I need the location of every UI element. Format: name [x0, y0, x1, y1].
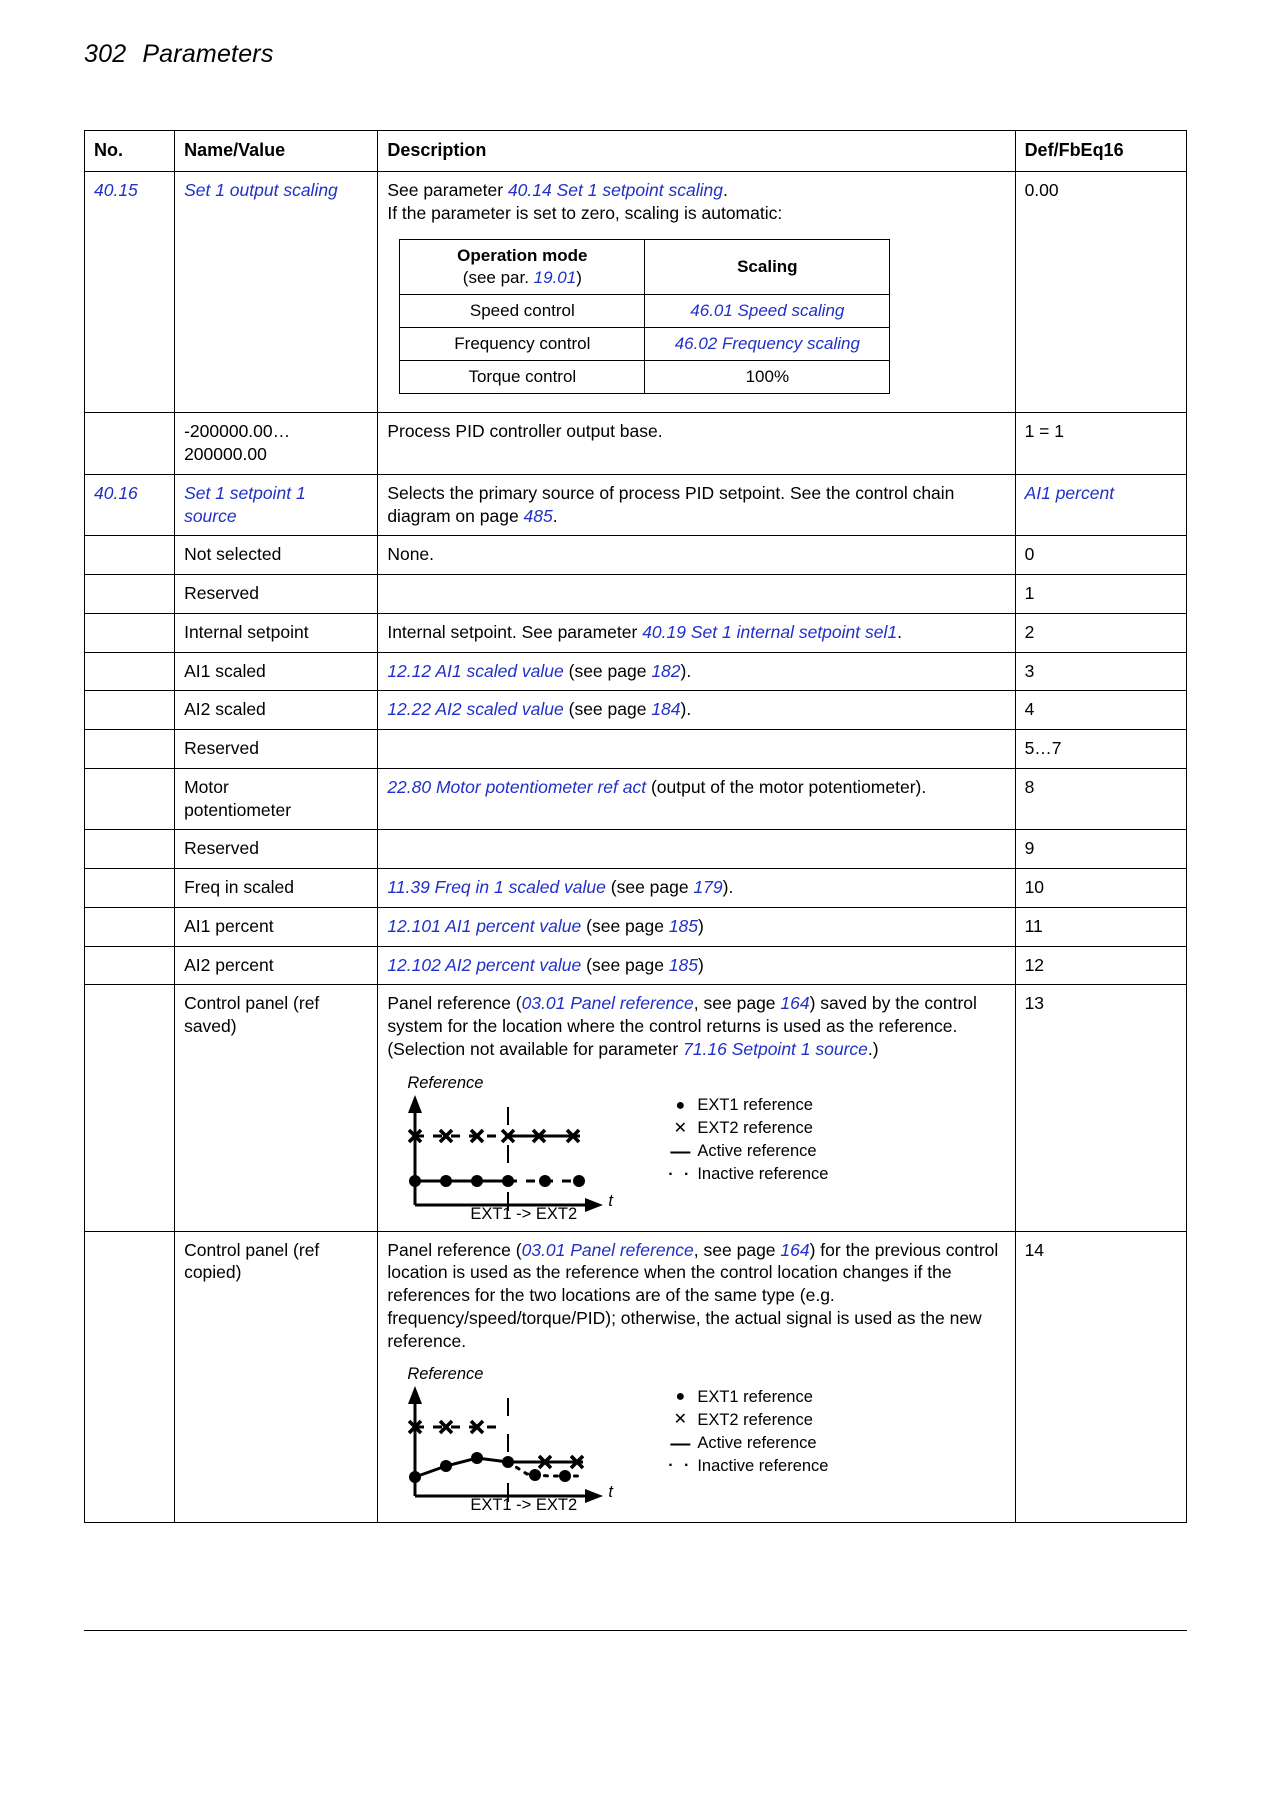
- desc-text: See parameter: [387, 180, 508, 201]
- table-row: [85, 575, 1187, 614]
- legend-label: Inactive reference: [697, 1457, 829, 1476]
- table-row: [85, 536, 1187, 575]
- table-row: [85, 907, 1187, 946]
- param-cross-reference[interactable]: 11.39 Freq in 1 scaled value: [387, 877, 606, 898]
- param-default: 4: [1015, 691, 1186, 730]
- legend-item: [663, 1164, 828, 1187]
- opmode-mode: Speed control: [400, 295, 645, 328]
- reference-diagram-copied: [395, 1364, 940, 1514]
- table-row: [85, 691, 1187, 730]
- param-name-line: potentiometer: [184, 799, 292, 820]
- parameter-table: [84, 130, 1187, 1523]
- legend-label: EXT2 reference: [697, 1411, 813, 1430]
- param-name: [175, 768, 378, 830]
- param-default: 10: [1015, 869, 1186, 908]
- param-description: [378, 1231, 1015, 1523]
- opmode-header-title: Operation mode: [457, 245, 588, 265]
- param-description: [378, 985, 1015, 1231]
- param-description: [378, 474, 1015, 536]
- desc-text: .): [867, 1038, 879, 1059]
- param-cross-reference[interactable]: 40.19 Set 1 internal setpoint sel1: [642, 621, 898, 642]
- param-number: [85, 691, 175, 730]
- param-name: Internal setpoint: [175, 613, 378, 652]
- legend-label: EXT2 reference: [697, 1119, 813, 1138]
- page-cross-reference[interactable]: 485: [523, 505, 553, 526]
- param-name-line: 200000.00: [184, 444, 267, 465]
- desc-text: , see page: [693, 993, 781, 1014]
- desc-text: ) for the previous control location is used as the reference when the control location changes if the references for the two locations are of the same type (e.g. frequency/speed/torque/PID); otherwise, the actual signal is used as the new reference.: [387, 1239, 999, 1351]
- desc-text: Selects the primary source of process PID setpoint. See the control chain diagram on page: [387, 482, 955, 526]
- desc-text: Panel reference (: [387, 993, 522, 1014]
- reference-diagram-saved: [395, 1073, 940, 1223]
- param-number: 40.15: [85, 172, 175, 413]
- param-cross-reference[interactable]: 22.80 Motor potentiometer ref act: [387, 776, 647, 797]
- table-row: [85, 946, 1187, 985]
- legend-label: Active reference: [697, 1434, 817, 1453]
- param-default: 12: [1015, 946, 1186, 985]
- legend-label: Inactive reference: [697, 1165, 829, 1184]
- param-number: [85, 652, 175, 691]
- param-name: Set 1 output scaling: [175, 172, 378, 413]
- desc-text: ): [698, 954, 704, 975]
- legend-item: [663, 1141, 828, 1164]
- opmode-mode: Torque control: [400, 361, 645, 394]
- table-row: [85, 413, 1187, 475]
- param-name-line: copied): [184, 1262, 242, 1283]
- param-name: Freq in scaled: [175, 869, 378, 908]
- page-cross-reference[interactable]: 185: [668, 954, 699, 975]
- opmode-scaling[interactable]: 46.02 Frequency scaling: [645, 328, 890, 361]
- legend-label: EXT1 reference: [697, 1388, 813, 1407]
- param-name: AI2 percent: [175, 946, 378, 985]
- column-header-name-value: Name/Value: [175, 131, 378, 172]
- ext1-dot-icon: ●: [675, 1096, 686, 1114]
- desc-paragraph: [387, 1239, 1005, 1353]
- diagram-x-caption: EXT1 -> EXT2: [470, 1204, 578, 1223]
- active-line-icon: —: [670, 1432, 691, 1455]
- param-default: 14: [1015, 1231, 1186, 1523]
- opmode-header-scaling: Scaling: [645, 239, 890, 294]
- param-number: [85, 907, 175, 946]
- operation-mode-table-holder: [387, 225, 1005, 404]
- param-description: [378, 768, 1015, 830]
- opmode-sub-post: ): [576, 267, 582, 287]
- legend-item: [663, 1386, 828, 1409]
- param-cross-reference[interactable]: 12.102 AI2 percent value: [387, 954, 582, 975]
- opmode-row: [400, 328, 890, 361]
- desc-text: (output of the motor potentiometer).: [646, 776, 927, 797]
- table-row: [85, 474, 1187, 536]
- opmode-scaling[interactable]: 46.01 Speed scaling: [645, 295, 890, 328]
- legend-item: [663, 1118, 828, 1141]
- param-number: [85, 413, 175, 475]
- param-name: Not selected: [175, 536, 378, 575]
- legend-item: [663, 1409, 828, 1432]
- inactive-line-icon: · ·: [668, 1165, 693, 1183]
- opmode-row: [400, 295, 890, 328]
- page-cross-reference[interactable]: 182: [651, 660, 681, 681]
- table-row: [85, 830, 1187, 869]
- param-description: [378, 946, 1015, 985]
- page-cross-reference[interactable]: 164: [780, 993, 810, 1014]
- desc-text: Internal setpoint. See parameter: [387, 621, 643, 642]
- param-description: [378, 652, 1015, 691]
- opmode-sub-pre: (see par.: [462, 267, 534, 287]
- desc-text: ).: [680, 660, 692, 681]
- page-cross-reference[interactable]: 184: [651, 699, 681, 720]
- legend-label: EXT1 reference: [697, 1096, 813, 1115]
- param-name: Reserved: [175, 730, 378, 769]
- param-name-line: Control panel (ref: [184, 1239, 320, 1260]
- param-number: [85, 536, 175, 575]
- param-description: [378, 691, 1015, 730]
- opmode-header-subtitle: [406, 267, 638, 289]
- desc-text: (see page: [605, 877, 694, 898]
- param-number: [85, 575, 175, 614]
- param-cross-reference[interactable]: 19.01: [533, 267, 577, 287]
- table-row: [85, 652, 1187, 691]
- page-cross-reference[interactable]: 185: [668, 915, 699, 936]
- table-row: [85, 869, 1187, 908]
- parameter-table-wrapper: [84, 130, 1187, 1523]
- param-name: [175, 474, 378, 536]
- desc-text: (see page: [563, 699, 652, 720]
- param-name-line: saved): [184, 1016, 237, 1037]
- desc-line: If the parameter is set to zero, scaling is automatic:: [387, 203, 783, 224]
- desc-text: ).: [680, 699, 692, 720]
- operation-mode-table: [399, 239, 890, 394]
- param-number: [85, 1231, 175, 1523]
- column-header-no: No.: [85, 131, 175, 172]
- param-description: [378, 172, 1015, 413]
- diagram-y-axis-label: Reference: [407, 1073, 484, 1092]
- page-header: [84, 40, 274, 69]
- active-line-icon: —: [670, 1141, 691, 1164]
- param-description: [378, 830, 1015, 869]
- ext1-dot-icon: ●: [675, 1388, 686, 1406]
- param-description: [378, 613, 1015, 652]
- param-description: [378, 575, 1015, 614]
- table-header-row: [85, 131, 1187, 172]
- param-default: 0: [1015, 536, 1186, 575]
- param-description: None.: [378, 536, 1015, 575]
- param-name-line: Control panel (ref: [184, 993, 320, 1014]
- legend-label: Active reference: [697, 1142, 817, 1161]
- desc-text: (Selection not available for parameter: [387, 1038, 684, 1059]
- page-cross-reference[interactable]: 164: [780, 1239, 810, 1260]
- param-cross-reference[interactable]: 12.22 AI2 scaled value: [387, 699, 564, 720]
- page-cross-reference[interactable]: 179: [693, 877, 723, 898]
- param-default: 1: [1015, 575, 1186, 614]
- param-default: 11: [1015, 907, 1186, 946]
- param-cross-reference[interactable]: 40.14 Set 1 setpoint scaling: [507, 180, 723, 201]
- param-name: AI1 percent: [175, 907, 378, 946]
- param-number: [85, 613, 175, 652]
- param-name: AI2 scaled: [175, 691, 378, 730]
- legend-item: [663, 1432, 828, 1455]
- param-name: [175, 413, 378, 475]
- param-default: 1 = 1: [1015, 413, 1186, 475]
- diagram-x-axis-label: t: [608, 1191, 613, 1210]
- param-description: Process PID controller output base.: [378, 413, 1015, 475]
- opmode-row: [400, 361, 890, 394]
- desc-text: .: [897, 621, 902, 642]
- param-default: AI1 percent: [1015, 474, 1186, 536]
- param-cross-reference[interactable]: 03.01 Panel reference: [521, 993, 694, 1014]
- table-row: [85, 768, 1187, 830]
- page-number: 302: [84, 40, 127, 68]
- desc-text: .: [552, 505, 558, 526]
- footer-divider: [84, 1630, 1187, 1631]
- param-number: [85, 869, 175, 908]
- desc-text: (see page: [581, 915, 669, 936]
- diagram-y-axis-label: Reference: [407, 1365, 484, 1384]
- param-default: 8: [1015, 768, 1186, 830]
- param-number: 40.16: [85, 474, 175, 536]
- opmode-scaling: 100%: [645, 361, 890, 394]
- param-default: 13: [1015, 985, 1186, 1231]
- legend-item: [663, 1095, 828, 1118]
- param-cross-reference[interactable]: 12.12 AI1 scaled value: [387, 660, 564, 681]
- ext2-cross-icon: ✕: [673, 1411, 688, 1429]
- param-name-line: Set 1 setpoint 1: [184, 482, 306, 503]
- param-description: [378, 907, 1015, 946]
- param-name: AI1 scaled: [175, 652, 378, 691]
- param-name: Reserved: [175, 575, 378, 614]
- desc-text: (see page: [581, 954, 669, 975]
- param-cross-reference[interactable]: 12.101 AI1 percent value: [387, 915, 582, 936]
- opmode-mode: Frequency control: [400, 328, 645, 361]
- param-description: [378, 869, 1015, 908]
- param-name-line: Motor: [184, 776, 229, 797]
- desc-line: [387, 179, 1005, 202]
- inactive-line-icon: · ·: [668, 1457, 693, 1475]
- table-row: [85, 613, 1187, 652]
- param-number: [85, 768, 175, 830]
- diagram-x-caption: EXT1 -> EXT2: [470, 1496, 578, 1515]
- page-title: Parameters: [142, 40, 274, 68]
- table-row: [85, 1231, 1187, 1523]
- opmode-header-row: [400, 239, 890, 294]
- param-default: 0.00: [1015, 172, 1186, 413]
- table-row: [85, 985, 1187, 1231]
- ext2-cross-icon: ✕: [673, 1119, 688, 1137]
- param-default: 9: [1015, 830, 1186, 869]
- desc-text: .: [722, 180, 728, 201]
- param-name: [175, 985, 378, 1231]
- desc-paragraph: [387, 992, 1005, 1038]
- param-number: [85, 730, 175, 769]
- param-description: [378, 730, 1015, 769]
- param-default: 2: [1015, 613, 1186, 652]
- opmode-header-mode: [400, 239, 645, 294]
- param-number: [85, 946, 175, 985]
- param-name: Reserved: [175, 830, 378, 869]
- desc-text: ): [698, 915, 704, 936]
- desc-text: ).: [722, 877, 734, 898]
- param-number: [85, 830, 175, 869]
- param-name: [175, 1231, 378, 1523]
- desc-text: , see page: [693, 1239, 781, 1260]
- param-number: [85, 985, 175, 1231]
- desc-text: Panel reference (: [387, 1239, 522, 1260]
- desc-text: ) saved by the control system for the location where the control returns is used as the reference.: [387, 993, 977, 1037]
- table-row: [85, 730, 1187, 769]
- param-default: 5…7: [1015, 730, 1186, 769]
- param-cross-reference[interactable]: 03.01 Panel reference: [521, 1239, 694, 1260]
- diagram-x-axis-label: t: [608, 1483, 613, 1502]
- legend-item: [663, 1455, 828, 1478]
- column-header-description: Description: [378, 131, 1015, 172]
- param-name-line: -200000.00…: [184, 421, 291, 442]
- diagram-legend: [663, 1095, 828, 1187]
- table-row: [85, 172, 1187, 413]
- param-default: 3: [1015, 652, 1186, 691]
- diagram-legend: [663, 1386, 828, 1478]
- desc-text: (see page: [563, 660, 652, 681]
- desc-paragraph: [387, 1038, 1005, 1061]
- param-cross-reference[interactable]: 71.16 Setpoint 1 source: [683, 1038, 868, 1059]
- column-header-def-fbeq16: Def/FbEq16: [1015, 131, 1186, 172]
- param-name-line: source: [184, 505, 237, 526]
